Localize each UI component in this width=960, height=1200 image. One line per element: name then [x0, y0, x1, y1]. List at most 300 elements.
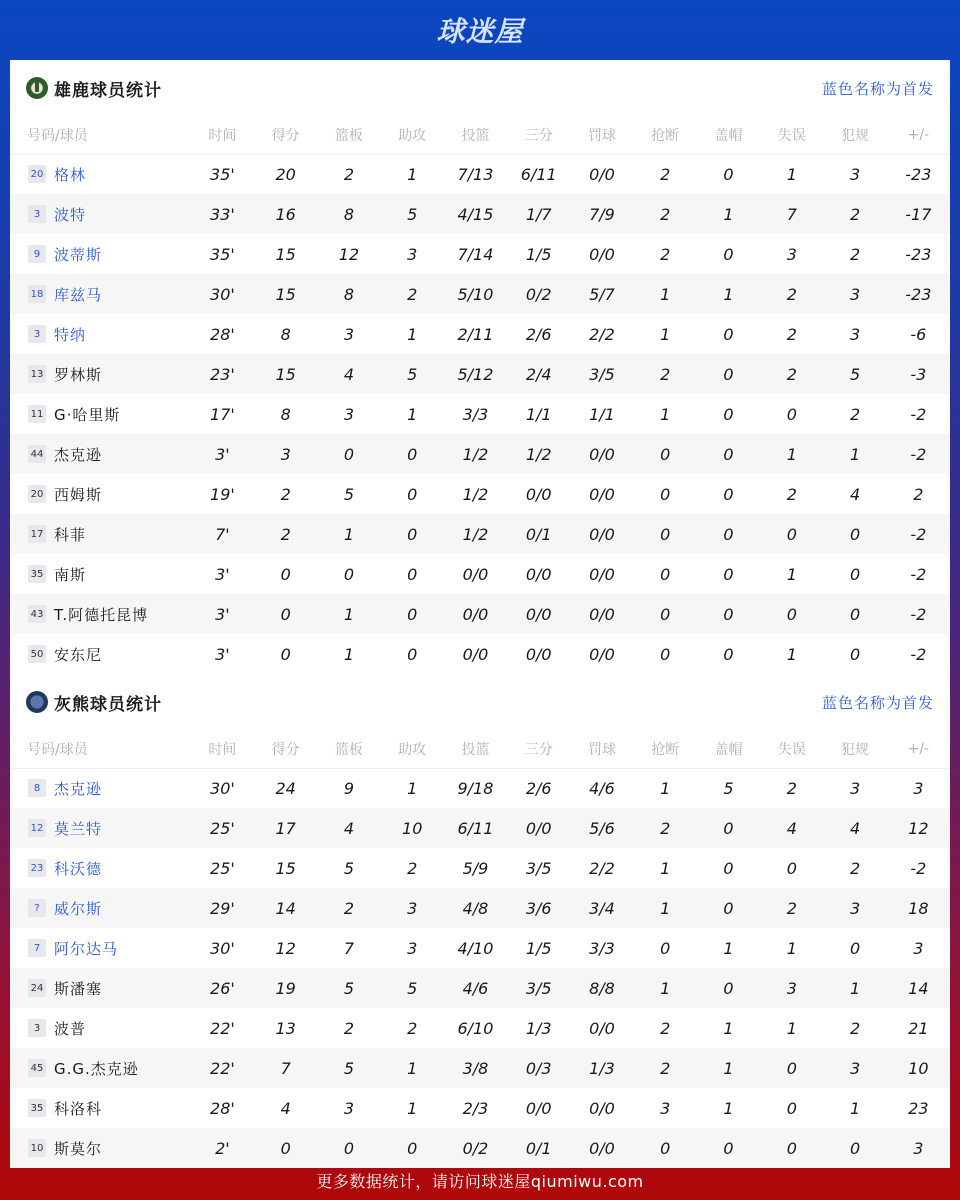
stat-cell: 0/0	[525, 484, 552, 504]
player-cell[interactable]	[10, 154, 191, 194]
stat-cell: -2	[910, 564, 927, 584]
stat-cell: 1	[760, 434, 823, 474]
stat-cell: 0	[723, 324, 734, 344]
stat-cell: 17	[254, 808, 317, 848]
column-header[interactable]: 助攻	[381, 730, 444, 768]
stat-cell: 0	[697, 514, 760, 554]
player-name[interactable]: 南斯	[54, 565, 87, 584]
column-header[interactable]: 盖帽	[697, 116, 760, 154]
stat-cell: 1	[407, 1098, 418, 1118]
stat-cell: 0	[254, 594, 317, 634]
stat-cell: 0/0	[462, 644, 489, 664]
player-cell[interactable]	[10, 274, 191, 314]
stat-cell: -6	[910, 324, 927, 344]
stat-cell: 0	[407, 484, 418, 504]
stat-cell: 0	[634, 594, 697, 634]
player-name[interactable]: 西姆斯	[54, 485, 103, 504]
stat-cell: 12	[887, 808, 950, 848]
stat-cell: 3/5	[570, 354, 633, 394]
player-name[interactable]: 阿尔达马	[54, 939, 119, 958]
jersey-number-icon: 20	[28, 485, 46, 503]
stat-cell: 0/0	[589, 164, 615, 184]
player-cell[interactable]	[10, 514, 191, 554]
player-name[interactable]: 威尔斯	[54, 899, 103, 918]
stat-cell: 1/2	[507, 434, 570, 474]
player-row[interactable]	[10, 768, 950, 808]
stat-cell: 1	[407, 324, 418, 344]
player-cell[interactable]	[10, 434, 191, 474]
stat-cell: 8	[280, 324, 291, 344]
column-header[interactable]: 犯规	[823, 116, 886, 154]
stat-cell: 3	[823, 1048, 886, 1088]
stat-cell: 0	[660, 644, 671, 664]
stat-cell: 2	[660, 1018, 671, 1038]
player-name[interactable]: 科洛科	[54, 1099, 103, 1118]
stat-cell: 0	[407, 564, 418, 584]
column-header[interactable]: 盖帽	[697, 730, 760, 768]
stat-cell: 0	[723, 644, 734, 664]
player-cell[interactable]	[10, 1048, 191, 1088]
player-cell[interactable]	[10, 634, 191, 674]
stat-cell: 0/0	[589, 484, 615, 504]
player-cell[interactable]	[10, 848, 191, 888]
jersey-number-icon: ?	[28, 899, 46, 917]
stat-cell: 22'	[210, 1018, 235, 1038]
column-header[interactable]: 失误	[760, 730, 823, 768]
stat-cell: 4	[760, 808, 823, 848]
column-header[interactable]: 罚球	[570, 116, 633, 154]
stat-cell: 0/2	[444, 1128, 507, 1168]
stat-cell: 1	[697, 274, 760, 314]
stat-cell: 12	[275, 938, 296, 958]
stat-cell: 0	[723, 244, 734, 264]
stat-cell: 1	[697, 1048, 760, 1088]
player-name[interactable]: 波特	[54, 205, 87, 224]
stat-cell: -2	[887, 434, 950, 474]
stat-cell: 6/11	[520, 164, 557, 184]
stat-cell: 2	[849, 858, 861, 878]
stat-cell: 21	[908, 1018, 929, 1038]
stat-cell: 3	[849, 778, 861, 798]
stat-cell: 5/6	[570, 808, 633, 848]
player-name[interactable]: 波蒂斯	[54, 245, 103, 264]
stat-cell: 1	[634, 274, 697, 314]
player-row[interactable]	[10, 394, 950, 434]
player-name[interactable]: 科菲	[54, 525, 87, 544]
player-name[interactable]: 罗林斯	[54, 365, 103, 384]
player-name[interactable]: 杰克逊	[54, 445, 103, 464]
stat-cell: 0	[280, 564, 291, 584]
player-name[interactable]: 波普	[54, 1019, 87, 1038]
stat-cell: 5	[823, 354, 886, 394]
stat-cell: 6/10	[457, 1018, 494, 1038]
column-header[interactable]: 得分	[254, 116, 317, 154]
player-name[interactable]: 特纳	[54, 325, 87, 344]
column-header[interactable]: 三分	[507, 730, 570, 768]
stat-cell: 0/0	[589, 564, 615, 584]
stat-cell: 24	[275, 778, 296, 798]
stat-cell: 13	[275, 1018, 296, 1038]
column-header[interactable]: 三分	[507, 116, 570, 154]
column-header[interactable]: 抢断	[634, 730, 697, 768]
stat-cell: 0/2	[507, 274, 570, 314]
stat-cell: 2	[760, 354, 823, 394]
stat-cell: 1/3	[570, 1048, 633, 1088]
stat-cell: 4/8	[444, 888, 507, 928]
starter-legend-note: 蓝色名称为首发	[821, 693, 934, 712]
stat-cell: 0	[317, 1128, 380, 1168]
stat-cell: 1	[634, 968, 697, 1008]
stat-cell: 6/11	[444, 808, 507, 848]
player-cell[interactable]	[10, 554, 191, 594]
column-header[interactable]: 时间	[191, 116, 254, 154]
stat-cell: 1	[697, 194, 760, 234]
stat-cell: 3	[913, 938, 924, 958]
jersey-number-icon: 11	[28, 405, 46, 423]
player-row[interactable]	[10, 1088, 950, 1128]
stat-cell: 1/1	[589, 404, 615, 424]
stat-cell: 0	[634, 1128, 697, 1168]
stat-cell: 30'	[191, 274, 254, 314]
player-cell[interactable]	[10, 808, 191, 848]
player-cell[interactable]	[10, 768, 191, 808]
stat-cell: 1	[786, 1018, 797, 1038]
stat-cell: 3	[823, 888, 886, 928]
stat-cell: 3	[343, 404, 355, 424]
stat-cell: 3	[823, 274, 886, 314]
stat-cell: 2	[317, 888, 380, 928]
starter-legend-note: 蓝色名称为首发	[821, 79, 934, 98]
stats-card	[10, 60, 950, 1160]
stat-cell: 0	[723, 484, 734, 504]
column-header[interactable]: +/-	[887, 116, 950, 154]
stat-cell: 8	[317, 274, 380, 314]
player-cell[interactable]	[10, 594, 191, 634]
stat-cell: 0/1	[507, 1128, 570, 1168]
stat-cell: 2/6	[525, 324, 552, 344]
stat-cell: 1	[723, 1018, 734, 1038]
stat-cell: -2	[887, 514, 950, 554]
stat-cell: 28'	[210, 324, 235, 344]
stat-cell: 0/0	[570, 594, 633, 634]
stat-cell: 23'	[191, 354, 254, 394]
column-header[interactable]: 助攻	[381, 116, 444, 154]
stat-cell: 0	[660, 484, 671, 504]
stat-cell: 10	[381, 808, 444, 848]
stat-cell: 15	[275, 244, 296, 264]
player-row[interactable]	[10, 848, 950, 888]
player-row[interactable]	[10, 194, 950, 234]
column-header[interactable]: 罚球	[570, 730, 633, 768]
column-header[interactable]: 号码/球员	[10, 116, 191, 154]
stat-cell: 2	[343, 1018, 355, 1038]
stat-cell: 4	[280, 1098, 291, 1118]
player-row[interactable]	[10, 354, 950, 394]
stat-cell: 3	[407, 938, 418, 958]
stat-cell: 19	[254, 968, 317, 1008]
stat-cell: 0	[660, 564, 671, 584]
jersey-number-icon: 44	[28, 445, 46, 463]
stat-cell: 2/11	[457, 324, 494, 344]
stat-cell: 33'	[191, 194, 254, 234]
stat-cell: 0	[381, 514, 444, 554]
stat-cell: 12	[338, 244, 360, 264]
stat-cell: 1	[317, 594, 380, 634]
stat-cell: 7/14	[457, 244, 494, 264]
stat-cell: 7'	[191, 514, 254, 554]
jersey-number-icon: 3	[28, 205, 46, 223]
player-name[interactable]: 斯潘塞	[54, 979, 103, 998]
stat-cell: 5/10	[444, 274, 507, 314]
column-header[interactable]: +/-	[887, 730, 950, 768]
stat-cell: 1	[849, 1098, 861, 1118]
stat-cell: 4	[849, 484, 861, 504]
player-name[interactable]: T.阿德托昆博	[54, 605, 149, 624]
stat-cell: 1	[786, 644, 797, 664]
stat-cell: -17	[887, 194, 950, 234]
stat-cell: 1	[407, 404, 418, 424]
stats-table	[10, 730, 950, 1168]
stat-cell: 1/7	[507, 194, 570, 234]
stat-cell: 2	[381, 274, 444, 314]
stat-cell: 3/6	[507, 888, 570, 928]
stat-cell: 0	[823, 1128, 886, 1168]
player-name[interactable]: 科沃德	[54, 859, 103, 878]
stat-cell: 3'	[215, 644, 230, 664]
stat-cell: 14	[254, 888, 317, 928]
stat-cell: 0/0	[525, 644, 552, 664]
stat-cell: 0	[849, 564, 861, 584]
stat-cell: 2	[634, 1048, 697, 1088]
stat-cell: 1/2	[462, 484, 489, 504]
stat-cell: 0	[786, 404, 797, 424]
stat-cell: 14	[887, 968, 950, 1008]
stat-cell: 0/1	[507, 514, 570, 554]
stat-cell: 3	[381, 888, 444, 928]
player-row[interactable]	[10, 274, 950, 314]
table-header-row	[10, 116, 950, 154]
stat-cell: 3/4	[570, 888, 633, 928]
stat-cell: 0/0	[462, 564, 489, 584]
stat-cell: 1	[381, 1048, 444, 1088]
stat-cell: 7/13	[457, 164, 494, 184]
stat-cell: 2/2	[589, 324, 615, 344]
player-cell[interactable]	[10, 394, 191, 434]
stat-cell: 3'	[191, 594, 254, 634]
stat-cell: 29'	[191, 888, 254, 928]
stat-cell: 8/8	[570, 968, 633, 1008]
column-header[interactable]: 抢断	[634, 116, 697, 154]
stat-cell: 2	[786, 484, 797, 504]
stat-cell: 0	[723, 564, 734, 584]
jersey-number-icon: 20	[28, 165, 46, 183]
column-header[interactable]: 投篮	[444, 730, 507, 768]
player-cell[interactable]	[10, 194, 191, 234]
player-cell[interactable]	[10, 968, 191, 1008]
stat-cell: 3	[887, 1128, 950, 1168]
stat-cell: 1/2	[444, 434, 507, 474]
stat-cell: 0	[634, 434, 697, 474]
player-name[interactable]: 莫兰特	[54, 819, 103, 838]
player-row[interactable]	[10, 554, 950, 594]
stat-cell: 0/0	[589, 644, 615, 664]
stat-cell: 2	[849, 404, 861, 424]
stat-cell: 5	[381, 194, 444, 234]
player-name[interactable]: G·哈里斯	[54, 405, 121, 424]
stat-cell: 0/0	[507, 808, 570, 848]
jersey-number-icon: 45	[28, 1059, 46, 1077]
player-row[interactable]	[10, 1048, 950, 1088]
stat-cell: 0/0	[525, 564, 552, 584]
jersey-number-icon: 35	[28, 1099, 46, 1117]
player-row[interactable]	[10, 474, 950, 514]
stat-cell: 30'	[210, 778, 235, 798]
stat-cell: 28'	[210, 1098, 235, 1118]
player-cell[interactable]	[10, 234, 191, 274]
jersey-number-icon: 3	[28, 1019, 46, 1037]
player-cell[interactable]	[10, 888, 191, 928]
stat-cell: 7	[760, 194, 823, 234]
stat-cell: 0	[760, 514, 823, 554]
column-header[interactable]: 篮板	[317, 116, 380, 154]
jersey-number-icon: 17	[28, 525, 46, 543]
stat-cell: 35'	[210, 244, 235, 264]
column-header[interactable]: 犯规	[823, 730, 886, 768]
stat-cell: 2	[407, 1018, 418, 1038]
stat-cell: 1	[660, 858, 671, 878]
column-header[interactable]: 时间	[191, 730, 254, 768]
column-header[interactable]: 篮板	[317, 730, 380, 768]
section-header	[10, 60, 950, 116]
site-logo: 球迷屋	[436, 15, 524, 48]
player-row[interactable]	[10, 594, 950, 634]
stat-cell: 0	[381, 594, 444, 634]
stat-cell: 8	[280, 404, 291, 424]
stat-cell: 2	[760, 888, 823, 928]
stat-cell: 15	[254, 354, 317, 394]
player-row[interactable]	[10, 634, 950, 674]
player-row[interactable]	[10, 434, 950, 474]
player-cell[interactable]	[10, 354, 191, 394]
stat-cell: 7	[254, 1048, 317, 1088]
stat-cell: 1	[660, 324, 671, 344]
player-name[interactable]: 斯莫尔	[54, 1139, 103, 1158]
column-header[interactable]: 投篮	[444, 116, 507, 154]
team-title	[26, 76, 162, 101]
stat-cell: 3'	[215, 564, 230, 584]
player-row[interactable]	[10, 514, 950, 554]
player-cell[interactable]	[10, 1008, 191, 1048]
stat-cell: -2	[910, 858, 927, 878]
jersey-number-icon: 50	[28, 645, 46, 663]
player-row[interactable]	[10, 1008, 950, 1048]
stat-cell: 0	[760, 594, 823, 634]
player-cell[interactable]	[10, 474, 191, 514]
stat-cell: 1	[317, 514, 380, 554]
column-header[interactable]: 得分	[254, 730, 317, 768]
player-name[interactable]: 库兹马	[54, 285, 103, 304]
stat-cell: 0	[280, 644, 291, 664]
stat-cell: 0	[697, 968, 760, 1008]
stat-cell: 3'	[191, 434, 254, 474]
stat-cell: 18	[887, 888, 950, 928]
stat-cell: 0	[723, 858, 734, 878]
stat-cell: 7	[343, 938, 355, 958]
stat-cell: 1	[723, 938, 734, 958]
stat-cell: 3/5	[507, 968, 570, 1008]
stat-cell: 0	[407, 644, 418, 664]
player-name[interactable]: 安东尼	[54, 645, 103, 664]
stat-cell: 5	[343, 484, 355, 504]
stat-cell: 0	[697, 808, 760, 848]
stat-cell: 5/12	[444, 354, 507, 394]
stat-cell: 2'	[191, 1128, 254, 1168]
stat-cell: 0	[697, 354, 760, 394]
stat-cell: 3	[849, 324, 861, 344]
player-row[interactable]	[10, 154, 950, 194]
stat-cell: 0	[343, 564, 355, 584]
player-row[interactable]	[10, 888, 950, 928]
player-name[interactable]: G.G.杰克逊	[54, 1059, 139, 1078]
stat-cell: 2	[823, 194, 886, 234]
app-header	[0, 0, 960, 60]
player-cell[interactable]	[10, 1088, 191, 1128]
stat-cell: 5	[723, 778, 734, 798]
stat-cell: 2	[280, 484, 291, 504]
stat-cell: 0	[254, 1128, 317, 1168]
player-row[interactable]	[10, 314, 950, 354]
player-row[interactable]	[10, 968, 950, 1008]
stat-cell: 23	[908, 1098, 929, 1118]
team-name: 雄鹿球员统计	[54, 80, 162, 101]
stat-cell: 2	[343, 164, 355, 184]
stat-cell: 0	[760, 1128, 823, 1168]
player-cell[interactable]	[10, 314, 191, 354]
stat-cell: 0/0	[444, 594, 507, 634]
jersey-number-icon: 18	[28, 285, 46, 303]
column-header[interactable]: 号码/球员	[10, 730, 191, 768]
stat-cell: 2	[849, 244, 861, 264]
stat-cell: 1	[660, 778, 671, 798]
stat-cell: 17'	[210, 404, 235, 424]
stat-cell: 3/5	[525, 858, 552, 878]
stat-cell: 1/3	[525, 1018, 552, 1038]
column-header[interactable]: 失误	[760, 116, 823, 154]
player-row[interactable]	[10, 808, 950, 848]
stat-cell: 1	[660, 404, 671, 424]
stat-cell: 5	[317, 968, 380, 1008]
jersey-number-icon: 43	[28, 605, 46, 623]
stat-cell: 1/5	[525, 938, 552, 958]
stat-cell: 2/2	[589, 858, 615, 878]
player-row[interactable]	[10, 928, 950, 968]
stat-cell: 1	[786, 564, 797, 584]
stat-cell: 35'	[210, 164, 235, 184]
stat-cell: 1	[786, 938, 797, 958]
player-name[interactable]: 格林	[54, 165, 87, 184]
stat-cell: 3	[660, 1098, 671, 1118]
jersey-number-icon: 9	[28, 245, 46, 263]
player-cell[interactable]	[10, 928, 191, 968]
footer-banner[interactable]	[0, 1160, 960, 1200]
stat-cell: 3/3	[462, 404, 489, 424]
player-name[interactable]: 杰克逊	[54, 779, 103, 798]
stat-cell: 4/15	[444, 194, 507, 234]
stat-cell: 2	[786, 324, 797, 344]
stat-cell: 5	[381, 354, 444, 394]
jersey-number-icon: 10	[28, 1139, 46, 1157]
player-row[interactable]	[10, 234, 950, 274]
